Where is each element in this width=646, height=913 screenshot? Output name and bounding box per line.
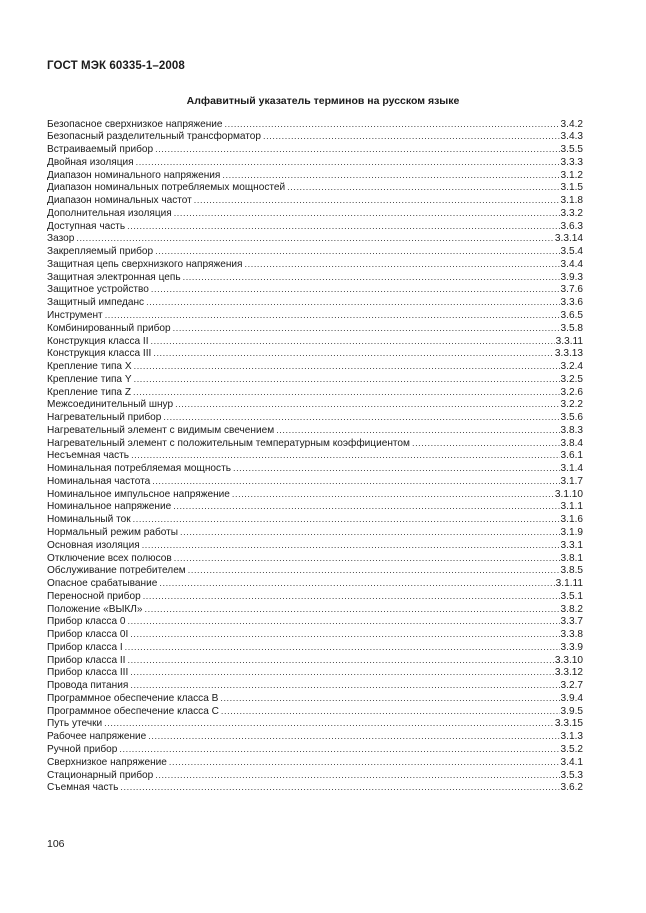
index-term: Двойная изоляция xyxy=(47,156,134,168)
index-entry xyxy=(47,730,583,743)
dot-leader xyxy=(183,271,560,284)
index-entry xyxy=(47,769,583,782)
index-reference: 3.8.4 xyxy=(560,437,583,449)
index-term: Диапазон номинального напряжения xyxy=(47,169,221,181)
index-term: Путь утечки xyxy=(47,718,103,730)
index-term: Ручной прибор xyxy=(47,744,118,756)
index-term: Съемная часть xyxy=(47,782,119,794)
index-entry xyxy=(47,232,583,245)
dot-leader xyxy=(174,207,560,220)
index-entry xyxy=(47,603,583,616)
index-entry xyxy=(47,118,583,131)
index-entry xyxy=(47,577,583,590)
index-reference: 3.8.2 xyxy=(560,603,583,615)
index-reference: 3.3.14 xyxy=(554,233,583,245)
index-reference: 3.1.6 xyxy=(560,514,583,526)
index-title: Алфавитный указатель терминов на русском языке xyxy=(186,95,460,107)
dot-leader xyxy=(174,552,560,565)
index-reference: 3.5.3 xyxy=(560,769,583,781)
index-entry xyxy=(47,615,583,628)
index-entry xyxy=(47,692,583,705)
dot-leader xyxy=(146,296,559,309)
index-reference: 3.4.4 xyxy=(560,258,583,270)
index-entry xyxy=(47,488,583,501)
index-term: Конструкция класса III xyxy=(47,348,152,360)
index-term: Доступная часть xyxy=(47,220,126,232)
index-reference: 3.6.3 xyxy=(560,220,583,232)
index-term: Закрепляемый прибор xyxy=(47,246,154,258)
index-term: Основная изоляция xyxy=(47,539,140,551)
index-term: Нагревательный элемент с положительным температурным коэффициентом xyxy=(47,437,410,449)
dot-leader xyxy=(221,705,560,718)
index-reference: 3.3.2 xyxy=(560,207,583,219)
index-reference: 3.2.2 xyxy=(560,399,583,411)
index-term: Прибор класса 0I xyxy=(47,629,129,641)
index-reference: 3.3.11 xyxy=(555,335,583,347)
index-reference: 3.6.1 xyxy=(560,450,583,462)
index-entry xyxy=(47,705,583,718)
index-entry xyxy=(47,258,583,271)
index-term: Сверхнизкое напряжение xyxy=(47,756,167,768)
index-term: Прибор класса III xyxy=(47,667,129,679)
dot-leader xyxy=(152,475,559,488)
index-reference: 3.1.3 xyxy=(560,731,583,743)
page-number: 106 xyxy=(47,838,65,850)
index-term: Рабочее напряжение xyxy=(47,731,147,743)
index-entry xyxy=(47,781,583,794)
index-term: Межсоединительный шнур xyxy=(47,399,174,411)
index-entry xyxy=(47,181,583,194)
index-term: Нагревательный прибор xyxy=(47,412,162,424)
index-entry xyxy=(47,411,583,424)
index-entry xyxy=(47,207,583,220)
dot-leader xyxy=(263,130,560,143)
index-entry xyxy=(47,347,583,360)
index-reference: 3.9.4 xyxy=(560,692,583,704)
index-term: Номинальная частота xyxy=(47,475,151,487)
index-entry xyxy=(47,552,583,565)
index-entry xyxy=(47,666,583,679)
index-reference: 3.3.7 xyxy=(560,616,583,628)
index-term: Крепление типа X xyxy=(47,361,132,373)
dot-leader xyxy=(173,500,559,513)
dot-leader xyxy=(151,283,560,296)
index-reference: 3.3.9 xyxy=(560,641,583,653)
index-term: Номинальное напряжение xyxy=(47,501,172,513)
index-reference: 3.8.1 xyxy=(560,552,583,564)
dot-leader xyxy=(119,743,559,756)
index-reference: 3.1.5 xyxy=(560,182,583,194)
dot-leader xyxy=(145,603,560,616)
index-term: Встраиваемый прибор xyxy=(47,144,154,156)
index-entry xyxy=(47,143,583,156)
index-reference: 3.2.7 xyxy=(560,680,583,692)
index-reference: 3.3.3 xyxy=(560,156,583,168)
index-entry xyxy=(47,335,583,348)
index-entry xyxy=(47,628,583,641)
dot-leader xyxy=(136,156,560,169)
index-term: Диапазон номинальных частот xyxy=(47,195,192,207)
index-reference: 3.8.5 xyxy=(560,565,583,577)
index-reference: 3.3.12 xyxy=(554,667,583,679)
index-reference: 3.2.5 xyxy=(560,373,583,385)
dot-leader xyxy=(155,245,559,258)
dot-leader xyxy=(133,513,560,526)
index-entry xyxy=(47,564,583,577)
index-term: Прибор класса I xyxy=(47,641,123,653)
index-term: Положение «ВЫКЛ» xyxy=(47,603,143,615)
index-entry xyxy=(47,386,583,399)
index-term: Программное обеспечение класса C xyxy=(47,705,219,717)
index-entry xyxy=(47,296,583,309)
index-reference: 3.7.6 xyxy=(560,284,583,296)
dot-leader xyxy=(276,424,559,437)
index-term: Переносной прибор xyxy=(47,590,141,602)
dot-leader xyxy=(148,730,559,743)
index-entry xyxy=(47,513,583,526)
index-entry xyxy=(47,475,583,488)
index-term: Номинальная потребляемая мощность xyxy=(47,463,231,475)
index-reference: 3.1.2 xyxy=(560,169,583,181)
dot-leader xyxy=(131,449,559,462)
index-term: Инструмент xyxy=(47,309,103,321)
index-term: Защитная цепь сверхнизкого напряжения xyxy=(47,258,243,270)
index-term: Номинальный ток xyxy=(47,514,131,526)
index-term: Программное обеспечение класса B xyxy=(47,692,219,704)
index-term: Нормальный режим работы xyxy=(47,527,179,538)
index-term: Обслуживание потребителем xyxy=(47,565,186,577)
index-entry xyxy=(47,437,583,450)
dot-leader xyxy=(130,628,559,641)
dot-leader xyxy=(155,769,559,782)
index-entry xyxy=(47,398,583,411)
index-entry xyxy=(47,449,583,462)
index-entry xyxy=(47,654,583,667)
dot-leader xyxy=(233,462,560,475)
dot-leader xyxy=(155,143,559,156)
index-entry xyxy=(47,679,583,692)
index-reference: 3.1.4 xyxy=(560,463,583,475)
index-term: Несъемная часть xyxy=(47,450,130,462)
index-reference: 3.1.1 xyxy=(560,501,583,513)
dot-leader xyxy=(142,539,560,552)
dot-leader xyxy=(194,194,560,207)
dot-leader xyxy=(180,526,560,539)
dot-leader xyxy=(125,641,560,654)
dot-leader xyxy=(169,756,560,769)
index-entry xyxy=(47,373,583,386)
index-reference: 3.2.4 xyxy=(560,361,583,373)
dot-leader xyxy=(163,411,559,424)
dot-leader xyxy=(159,577,554,590)
dot-leader xyxy=(104,717,554,730)
index-term: Зазор xyxy=(47,233,75,245)
index-entry xyxy=(47,271,583,284)
dot-leader xyxy=(220,692,559,705)
index-entry xyxy=(47,283,583,296)
dot-leader xyxy=(232,488,554,501)
index-reference: 3.6.5 xyxy=(560,309,583,321)
index-entry xyxy=(47,462,583,475)
dot-leader xyxy=(143,590,560,603)
index-term: Защитный импеданс xyxy=(47,297,145,309)
index-term: Безопасное сверхнизкое напряжение xyxy=(47,118,223,130)
dot-leader xyxy=(287,181,559,194)
index-reference: 3.5.8 xyxy=(560,322,583,334)
index-reference: 3.5.1 xyxy=(560,590,583,602)
index-entry xyxy=(47,539,583,552)
index-reference: 3.4.3 xyxy=(560,131,583,143)
index-term: Диапазон номинальных потребляемых мощностей xyxy=(47,182,286,194)
dot-leader xyxy=(151,335,555,348)
dot-leader xyxy=(105,309,560,322)
dot-leader xyxy=(133,386,560,399)
index-term: Защитная электронная цепь xyxy=(47,271,181,283)
index-reference: 3.2.6 xyxy=(560,386,583,398)
index-reference: 3.3.15 xyxy=(554,718,583,730)
dot-leader xyxy=(130,679,559,692)
index-entry xyxy=(47,156,583,169)
index-reference: 3.1.7 xyxy=(560,475,583,487)
index-reference: 3.5.6 xyxy=(560,412,583,424)
index-reference: 3.9.5 xyxy=(560,705,583,717)
index-entry xyxy=(47,500,583,513)
index-reference: 3.5.5 xyxy=(560,144,583,156)
index-reference: 3.1.11 xyxy=(555,578,583,590)
index-term: Комбинированный прибор xyxy=(47,322,171,334)
index-reference: 3.3.13 xyxy=(554,348,583,360)
index-reference: 3.9.3 xyxy=(560,271,583,283)
index-entry xyxy=(47,130,583,143)
index-reference: 3.3.6 xyxy=(560,297,583,309)
dot-leader xyxy=(173,322,560,335)
index-term: Стационарный прибор xyxy=(47,769,154,781)
dot-leader xyxy=(134,373,560,386)
index-entry xyxy=(47,590,583,603)
index-term: Провода питания xyxy=(47,680,129,692)
index-reference: 3.5.4 xyxy=(560,246,583,258)
index-reference: 3.8.3 xyxy=(560,424,583,436)
term-index-list xyxy=(47,118,583,795)
index-reference: 3.1.10 xyxy=(554,488,583,500)
index-term: Опасное срабатывание xyxy=(47,578,158,590)
index-term: Крепление типа Z xyxy=(47,386,132,398)
index-entry xyxy=(47,717,583,730)
index-entry xyxy=(47,322,583,335)
index-term: Дополнительная изоляция xyxy=(47,207,172,219)
dot-leader xyxy=(245,258,560,271)
dot-leader xyxy=(134,360,560,373)
dot-leader xyxy=(175,398,559,411)
index-term: Прибор класса II xyxy=(47,654,126,666)
dot-leader xyxy=(222,169,559,182)
standard-header: ГОСТ МЭК 60335-1–2008 xyxy=(47,60,185,72)
index-reference: 3.4.1 xyxy=(560,756,583,768)
index-entry xyxy=(47,743,583,756)
dot-leader xyxy=(120,781,559,794)
index-term: Отключение всех полюсов xyxy=(47,552,172,564)
index-entry xyxy=(47,641,583,654)
index-reference: 3.4.2 xyxy=(560,118,583,130)
index-entry xyxy=(47,169,583,182)
index-reference: 3.5.2 xyxy=(560,744,583,756)
index-term: Безопасный разделительный трансформатор xyxy=(47,131,262,143)
index-entry xyxy=(47,526,583,539)
index-term: Номинальное импульсное напряжение xyxy=(47,488,230,500)
index-entry xyxy=(47,756,583,769)
index-term: Крепление типа Y xyxy=(47,373,132,385)
index-entry xyxy=(47,220,583,233)
index-reference: 3.1.9 xyxy=(560,527,583,538)
index-entry xyxy=(47,194,583,207)
index-term: Прибор класса 0 xyxy=(47,616,126,628)
dot-leader xyxy=(130,666,554,679)
index-entry xyxy=(47,360,583,373)
index-entry xyxy=(47,424,583,437)
index-reference: 3.3.8 xyxy=(560,629,583,641)
dot-leader xyxy=(127,654,553,667)
index-term: Конструкция класса II xyxy=(47,335,149,347)
index-term: Нагревательный элемент с видимым свечением xyxy=(47,424,275,436)
index-entry xyxy=(47,309,583,322)
index-reference: 3.3.1 xyxy=(560,539,583,551)
dot-leader xyxy=(412,437,560,450)
dot-leader xyxy=(188,564,560,577)
index-reference: 3.1.8 xyxy=(560,195,583,207)
index-term: Защитное устройство xyxy=(47,284,149,296)
dot-leader xyxy=(127,220,559,233)
index-reference: 3.3.10 xyxy=(554,654,583,666)
dot-leader xyxy=(225,118,560,131)
dot-leader xyxy=(153,347,554,360)
dot-leader xyxy=(76,232,554,245)
index-entry xyxy=(47,245,583,258)
index-reference: 3.6.2 xyxy=(560,782,583,794)
dot-leader xyxy=(127,615,559,628)
